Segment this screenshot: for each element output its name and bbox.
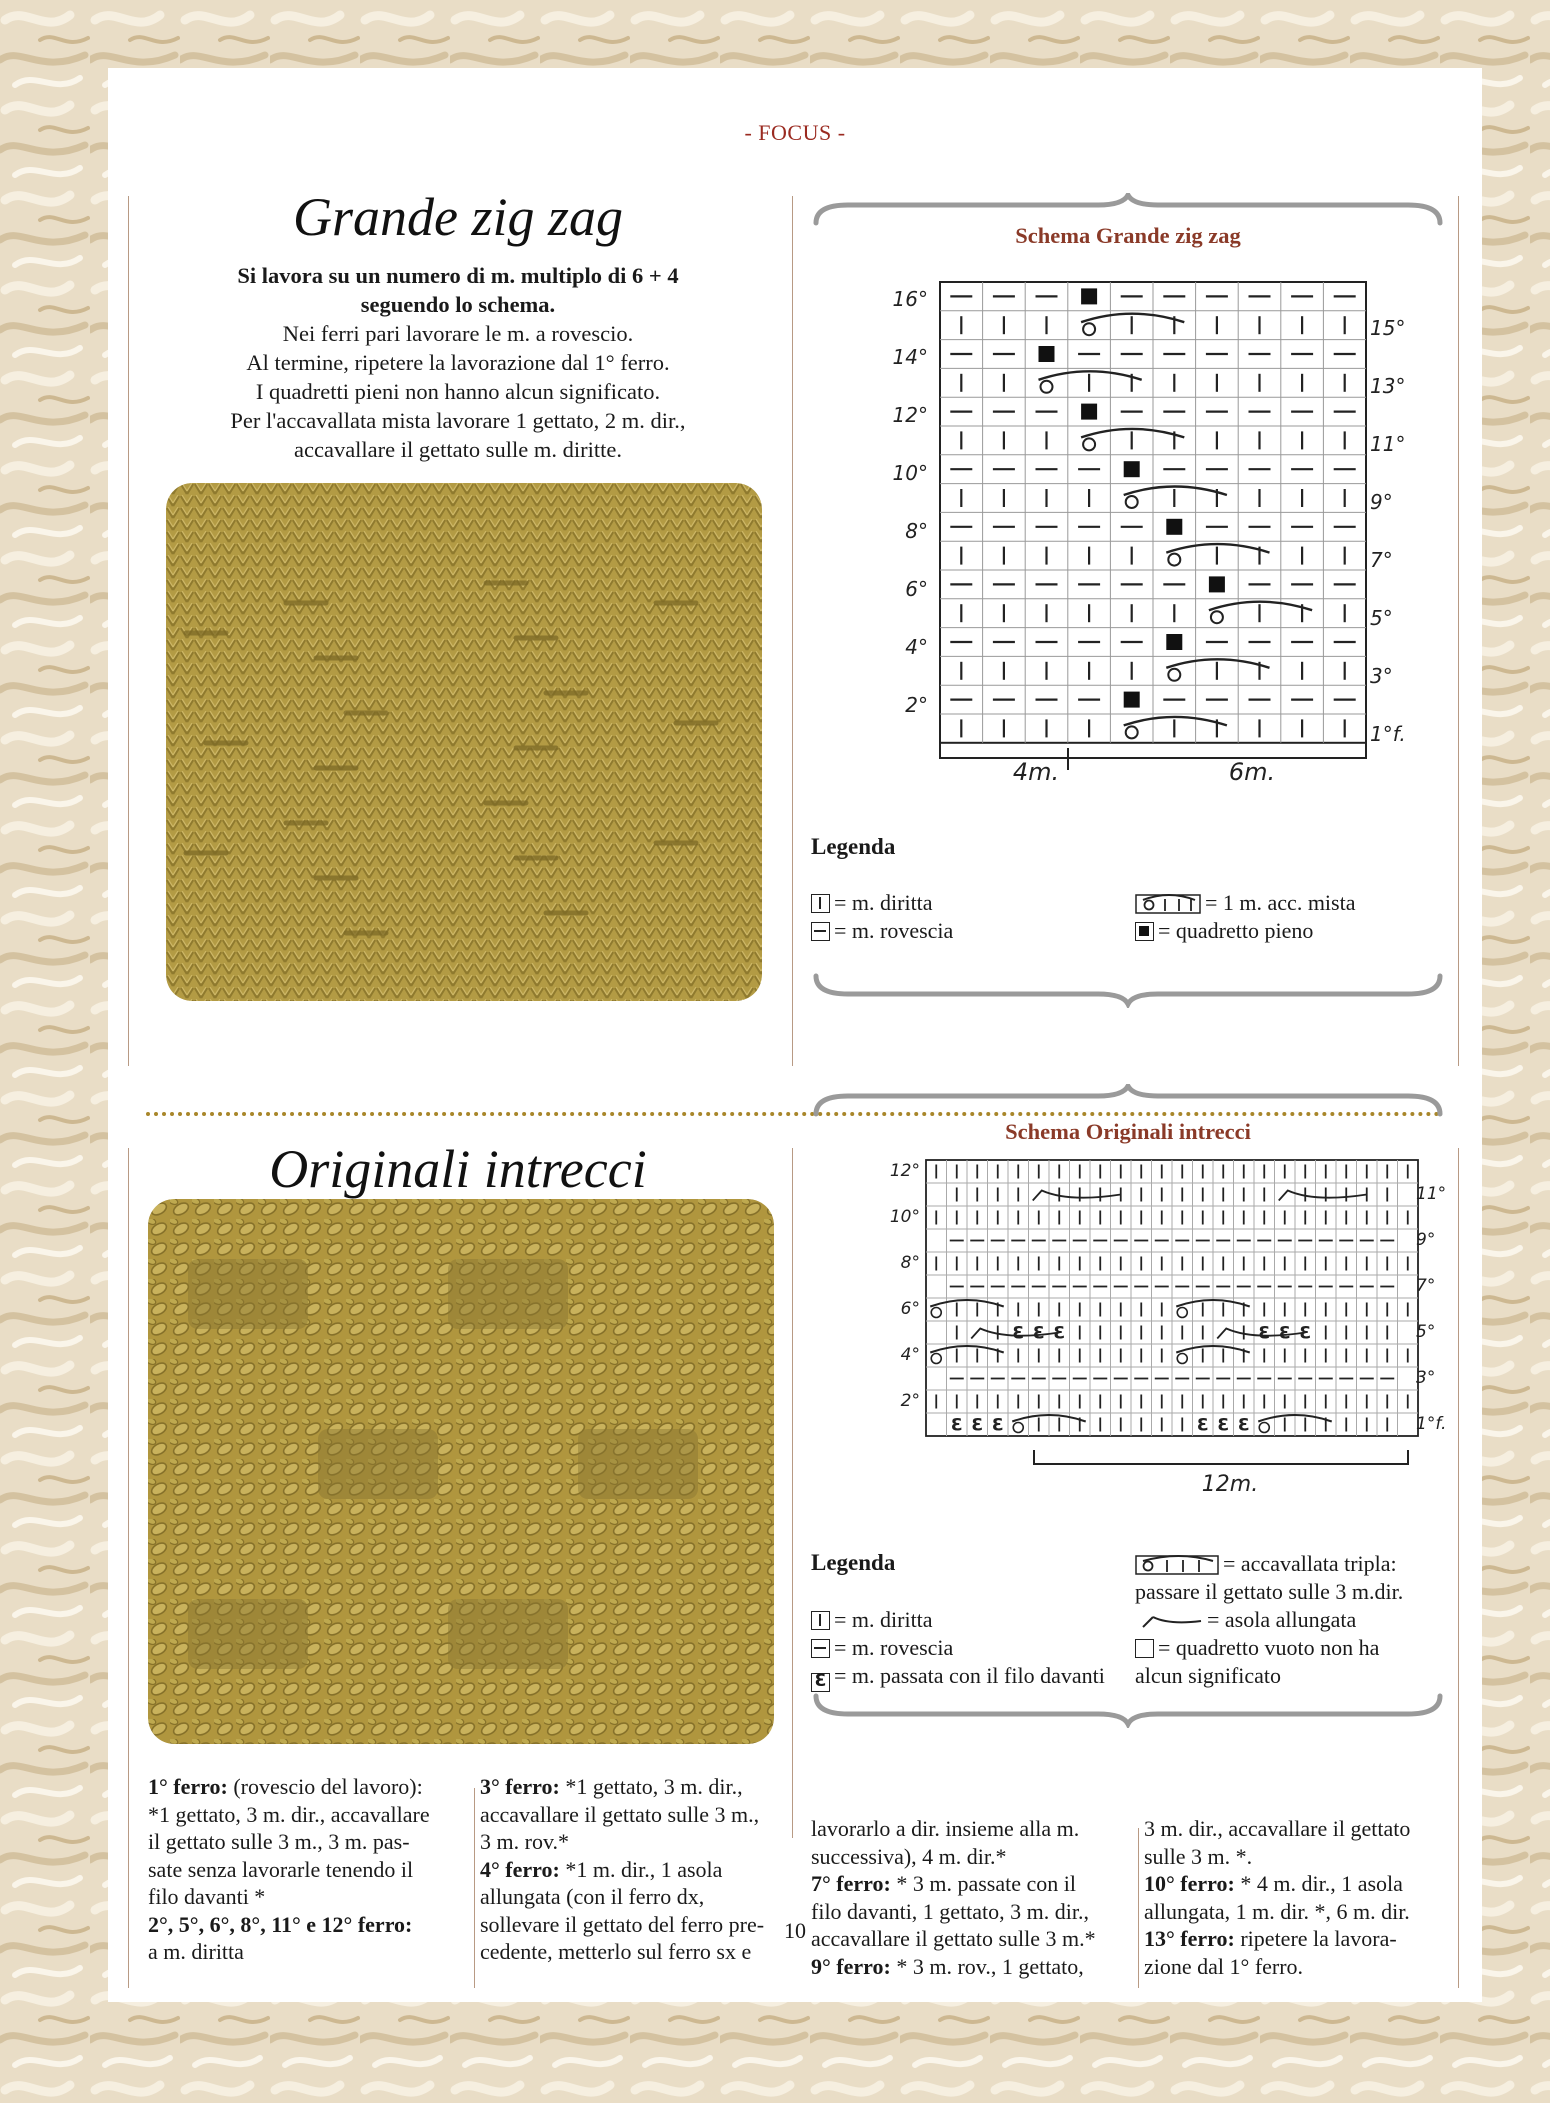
filled-square [1209, 576, 1225, 592]
row-label: 12° [892, 403, 928, 427]
row-label: 2° [900, 1391, 920, 1411]
instruction-line: 3 m. dir., accavallare il gettato [1144, 1816, 1411, 1841]
legend-item [1135, 889, 1355, 917]
row-label: 4° [905, 635, 928, 659]
slip-stitch-mark: Ɛ [1258, 1323, 1271, 1344]
row-ref: 1° ferro: [148, 1774, 228, 1799]
instruction-text: * 4 m. dir., 1 asola [1234, 1871, 1403, 1896]
width-label: 12m. [1201, 1472, 1259, 1497]
rovescia-symbol [811, 1639, 830, 1658]
width-label: 4m. [1012, 758, 1060, 786]
row-ref: 7° ferro: [811, 1871, 891, 1896]
instruction-line: 3 m. rov.* [480, 1829, 570, 1854]
slip-stitch-mark: Ɛ [1299, 1323, 1312, 1344]
section-header: - FOCUS - [744, 120, 846, 145]
legend-text: = m. diritta [834, 1607, 933, 1632]
pattern2-swatch-photo [148, 1199, 774, 1744]
instructions-col-3 [811, 1815, 1133, 1980]
slip-stitch-mark: Ɛ [971, 1415, 984, 1436]
intro-line: Al termine, ripetere la lavorazione dal 1° ferro. [246, 350, 670, 375]
left-rule [128, 196, 129, 1066]
row-label: 16° [892, 287, 928, 311]
slip-stitch-mark: Ɛ [1278, 1323, 1291, 1344]
filled-square [1081, 288, 1097, 304]
row-ref: 10° ferro: [1144, 1871, 1235, 1896]
filled-square [1124, 461, 1140, 477]
schema2-chart [888, 1158, 1468, 1518]
slip-stitch-mark: Ɛ [1196, 1415, 1209, 1436]
instruction-line [148, 1773, 466, 1801]
instruction-text: (rovescio del lavoro): [227, 1774, 423, 1799]
legend-item [1135, 1606, 1445, 1634]
instruction-line: zione dal 1° ferro. [1144, 1953, 1304, 1979]
instruction-line [811, 1953, 1133, 1981]
intro-line: seguendo lo schema. [360, 292, 556, 317]
filled-square [1124, 692, 1140, 708]
schema1-legenda-label: Legenda [811, 834, 896, 859]
intro-line: Si lavora su un numero di m. multiplo di 6 + 4 [237, 263, 679, 288]
row-label: 11° [1416, 1184, 1447, 1204]
legend-item [811, 889, 953, 917]
schema1-chart [878, 278, 1478, 798]
legend-text: = quadretto vuoto non ha [1158, 1635, 1380, 1660]
accavallata-tripla-symbol [1135, 1553, 1219, 1575]
diritta-symbol [811, 894, 830, 913]
quadretto-vuoto-symbol [1135, 1639, 1154, 1658]
text-column-rule [474, 1788, 475, 1988]
instruction-text: ripetere la lavora- [1234, 1926, 1397, 1951]
instruction-line: *1 gettato, 3 m. dir., accavallare [148, 1801, 430, 1827]
instruction-line: il gettato sulle 3 m., 3 m. pas- [148, 1829, 410, 1854]
instruction-line: sollevare il gettato del ferro pre- [480, 1911, 765, 1937]
row-ref: 3° ferro: [480, 1774, 560, 1799]
legend-text: = m. passata con il filo davanti [834, 1663, 1105, 1688]
acc-mista-symbol [1135, 892, 1201, 914]
quadretto-pieno-symbol [1135, 922, 1154, 941]
center-rule [792, 196, 793, 1066]
left-rule [128, 1148, 129, 1988]
rovescia-symbol [811, 922, 830, 941]
slip-stitch-mark: Ɛ [1237, 1415, 1250, 1436]
row-label: 6° [905, 577, 928, 601]
passata-symbol: Ɛ [811, 1673, 830, 1692]
instruction-line: sulle 3 m. *. [1144, 1843, 1253, 1869]
pattern1-title: Grande zig zag [292, 187, 623, 247]
diritta-symbol [811, 1611, 830, 1630]
filled-square [1039, 346, 1055, 362]
instruction-line: allungata (con il ferro dx, [480, 1884, 705, 1909]
pattern1-intro [138, 261, 778, 464]
row-label: 10° [892, 461, 928, 485]
legend-text: = 1 m. acc. mista [1205, 890, 1356, 915]
row-label: 12° [889, 1161, 920, 1181]
instruction-line [1144, 1870, 1456, 1898]
row-label: 13° [1370, 374, 1406, 398]
page-number: 10 [784, 1918, 806, 1943]
filled-square [1166, 634, 1182, 650]
asola-allungata-symbol [1139, 1611, 1205, 1631]
slip-stitch-mark: Ɛ [1012, 1323, 1025, 1344]
pattern1-swatch-photo [166, 483, 762, 1001]
row-label: 3° [1370, 664, 1393, 688]
legend-text: = asola allungata [1207, 1607, 1357, 1632]
instruction-line: cedente, metterlo sul ferro sx e [480, 1939, 752, 1964]
instruction-line: accavallare il gettato sulle 3 m.* [811, 1926, 1096, 1951]
instruction-line: filo davanti, 1 gettato, 3 m. dir., [811, 1898, 1090, 1924]
row-label: 9° [1370, 490, 1393, 514]
legend-item [1135, 917, 1355, 945]
row-label: 6° [900, 1299, 920, 1319]
row-label: 5° [1370, 606, 1393, 630]
instruction-line: a m. diritta [148, 1939, 244, 1964]
schema1-grid [940, 282, 1366, 743]
legend-item [1135, 1634, 1445, 1662]
schema1-title: Schema Grande zig zag [1015, 223, 1241, 248]
legend-item [811, 1606, 1105, 1634]
row-label: 11° [1370, 432, 1406, 456]
instruction-line [480, 1773, 790, 1801]
legend-text: = accavallata tripla: [1223, 1551, 1397, 1576]
row-label: 1°f. [1416, 1414, 1447, 1434]
slip-stitch-mark: Ɛ [950, 1415, 963, 1436]
row-label: 5° [1416, 1322, 1436, 1342]
slip-stitch-mark: Ɛ [1053, 1323, 1066, 1344]
schema2-legenda-label: Legenda [811, 1550, 896, 1575]
schema2-bottom-brace [808, 1688, 1448, 1728]
instruction-line: accavallare il gettato sulle 3 m., [480, 1801, 760, 1827]
legend-item [1135, 1550, 1445, 1578]
legend-text: passare il gettato sulle 3 m.dir. [1135, 1579, 1404, 1604]
row-label: 7° [1370, 548, 1393, 572]
row-label: 10° [889, 1207, 920, 1227]
schema2-grid [926, 1160, 1418, 1436]
schema2-legend-right [1135, 1550, 1445, 1690]
schema1-bottom-brace [808, 968, 1448, 1008]
instruction-line: filo davanti * [148, 1884, 266, 1909]
width-label: 6m. [1228, 758, 1276, 786]
instruction-line: allungata, 1 m. dir. *, 6 m. dir. [1144, 1898, 1410, 1924]
schema2-top-brace [808, 1084, 1448, 1124]
instruction-line [480, 1856, 790, 1884]
schema1-legend-left [811, 889, 953, 945]
instruction-line: successiva), 4 m. dir.* [811, 1843, 1007, 1869]
slip-stitch-mark: Ɛ [1032, 1323, 1045, 1344]
intro-line: accavallare il gettato sulle m. diritte. [294, 437, 622, 462]
row-ref: 9° ferro: [811, 1953, 891, 1979]
instruction-line: sate senza lavorarle tenendo il [148, 1856, 414, 1882]
row-label: 8° [900, 1253, 920, 1273]
instruction-line [811, 1870, 1133, 1898]
row-ref: 13° ferro: [1144, 1926, 1235, 1951]
instruction-line: 2°, 5°, 6°, 8°, 11° e 12° ferro: [148, 1911, 413, 1937]
instruction-text: *1 gettato, 3 m. dir., [559, 1774, 743, 1799]
page-sheet [108, 68, 1482, 2002]
intro-line: Nei ferri pari lavorare le m. a rovescio. [282, 321, 634, 346]
filled-square [1081, 404, 1097, 420]
schema2-title: Schema Originali intrecci [1005, 1119, 1251, 1144]
legend-item [811, 1634, 1105, 1662]
row-label: 15° [1370, 316, 1406, 340]
legend-text: = quadretto pieno [1158, 918, 1314, 943]
row-label: 7° [1416, 1276, 1436, 1296]
legend-item [811, 917, 953, 945]
slip-stitch-mark: Ɛ [1217, 1415, 1230, 1436]
instruction-text: * 3 m. passate con il [890, 1871, 1076, 1896]
instruction-text: * 3 m. rov., 1 gettato, [890, 1953, 1084, 1979]
row-label: 14° [892, 345, 928, 369]
legend-text: alcun significato [1135, 1663, 1282, 1688]
instruction-line: lavorarlo a dir. insieme alla m. [811, 1816, 1080, 1841]
row-ref: 4° ferro: [480, 1856, 560, 1882]
center-rule [792, 1148, 793, 1838]
instruction-text: *1 m. dir., 1 asola [559, 1856, 723, 1882]
schema2-legend-left [811, 1606, 1105, 1692]
row-label: 2° [905, 693, 928, 717]
intro-line: I quadretti pieni non hanno alcun significato. [255, 379, 661, 404]
intro-line: Per l'accavallata mista lavorare 1 gettato, 2 m. dir., [230, 408, 686, 433]
row-label: 4° [900, 1345, 920, 1365]
pattern2-title: Originali intrecci [269, 1139, 647, 1199]
row-label: 3° [1416, 1368, 1436, 1388]
instructions-col-4 [1144, 1815, 1456, 1980]
text-column-rule [1138, 1828, 1139, 1988]
filled-square [1166, 519, 1182, 535]
legend-text: = m. rovescia [834, 1635, 954, 1660]
slip-stitch-mark: Ɛ [991, 1415, 1004, 1436]
schema1-legend-right [1135, 889, 1355, 945]
row-label: 1°f. [1370, 722, 1406, 746]
row-label: 8° [905, 519, 928, 543]
legend-text: = m. diritta [834, 890, 933, 915]
legend-text: = m. rovescia [834, 918, 954, 943]
row-label: 9° [1416, 1230, 1436, 1250]
